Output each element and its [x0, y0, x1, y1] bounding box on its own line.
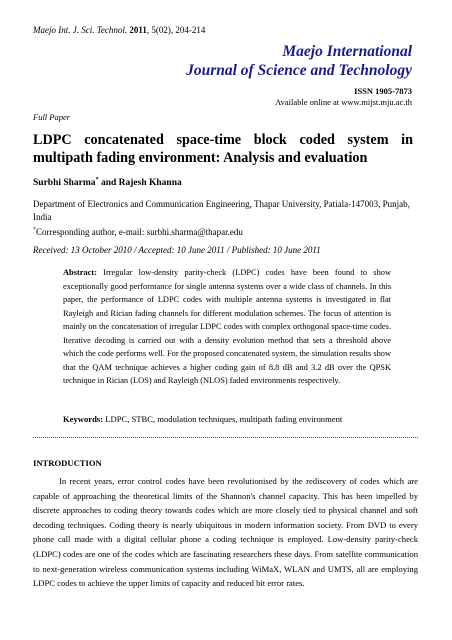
author-connector: and [98, 178, 119, 189]
volume-pages: , 5(02), 204-214 [146, 25, 206, 35]
keywords-label: Keywords: [63, 414, 104, 424]
publication-dates: Received: 13 October 2010 / Accepted: 10 June 2011 / Published: 10 June 2011 [33, 245, 321, 255]
corresponding-author [33, 227, 243, 237]
corresponding-mark: * [95, 177, 99, 183]
author-2: Rajesh Khanna [118, 178, 182, 189]
affiliation: Department of Electronics and Communication Engineering, Thapar University, Patiala-147003, Punjab, India [33, 199, 410, 222]
abstract [63, 266, 391, 388]
abstract-text: Irregular low-density parity-check (LDPC) codes have been found to show exceptionally good performance for single antenna systems over a wide class of channels. In this paper, the performance of LDPC codes with multiple antenna systems is investigated in flat Rayleigh and Rician fading channels for different modulation schemes. The focus of attention is mainly on the concatenation of irregular LDPC codes with complex orthogonal space-time codes. Iterative decoding is carried out with a density evolution method that sets a threshold above which the code performs well. For the proposed concatenated system, the simulation results show that the QAM technique achieves a higher coding gain of 8.8 dB and 3.2 dB over the QPSK technique in Rician (LOS) and Rayleigh (NLOS) faded environments respectively. [63, 268, 391, 385]
running-head [33, 25, 205, 35]
journal-abbrev: Maejo Int. J. Sci. Technol. [33, 25, 128, 35]
author-1: Surbhi Sharma [33, 178, 96, 189]
corresponding-text: Corresponding author, e-mail: surbhi.sharma@thapar.edu [36, 227, 243, 237]
keywords [63, 414, 403, 424]
introduction-paragraph: In recent years, error control codes have been revolutionised by the rediscovery of codes which are capable of approaching the theoretical limits of the Shannon's channel capacity. This has been impelled by discrete approaches to coding theory towards codes which are more closely tied to physical channel and soft decoding techniques. Coding theory is nearly ubiquitous in modern information society. From DVD to every phone call made with a digital cellular phone a coding technique is employed. Low-density parity-check (LDPC) codes are one of the codes which are fascinating researchers these days. From satellite communication to next-generation wireless communication systems including WiMaX, WLAN and UMTS, all are employing LDPC codes to achieve the upper limits of capacity and reduced bit error rates. [33, 476, 418, 589]
issn: ISSN 1905-7873 [354, 86, 412, 96]
paper-title: LDPC concatenated space-time block coded system in multipath fading environment: Analysis and evaluation [33, 132, 413, 166]
author-list [33, 177, 182, 188]
journal-year: 2011 [129, 25, 147, 35]
corresponding-note-mark: * [33, 227, 36, 233]
article-type: Full Paper [33, 112, 71, 122]
journal-title [186, 42, 412, 80]
available-online: Available online at www.mijst.mju.ac.th [275, 97, 412, 107]
journal-name-line1: Maejo International [282, 43, 412, 60]
abstract-label: Abstract: [63, 268, 97, 277]
journal-name-line2: Journal of Science and Technology [186, 62, 412, 79]
section-heading-introduction: INTRODUCTION [33, 458, 102, 468]
keywords-text: LDPC, STBC, modulation techniques, multipath fading environment [103, 414, 343, 424]
section-divider [33, 437, 418, 438]
